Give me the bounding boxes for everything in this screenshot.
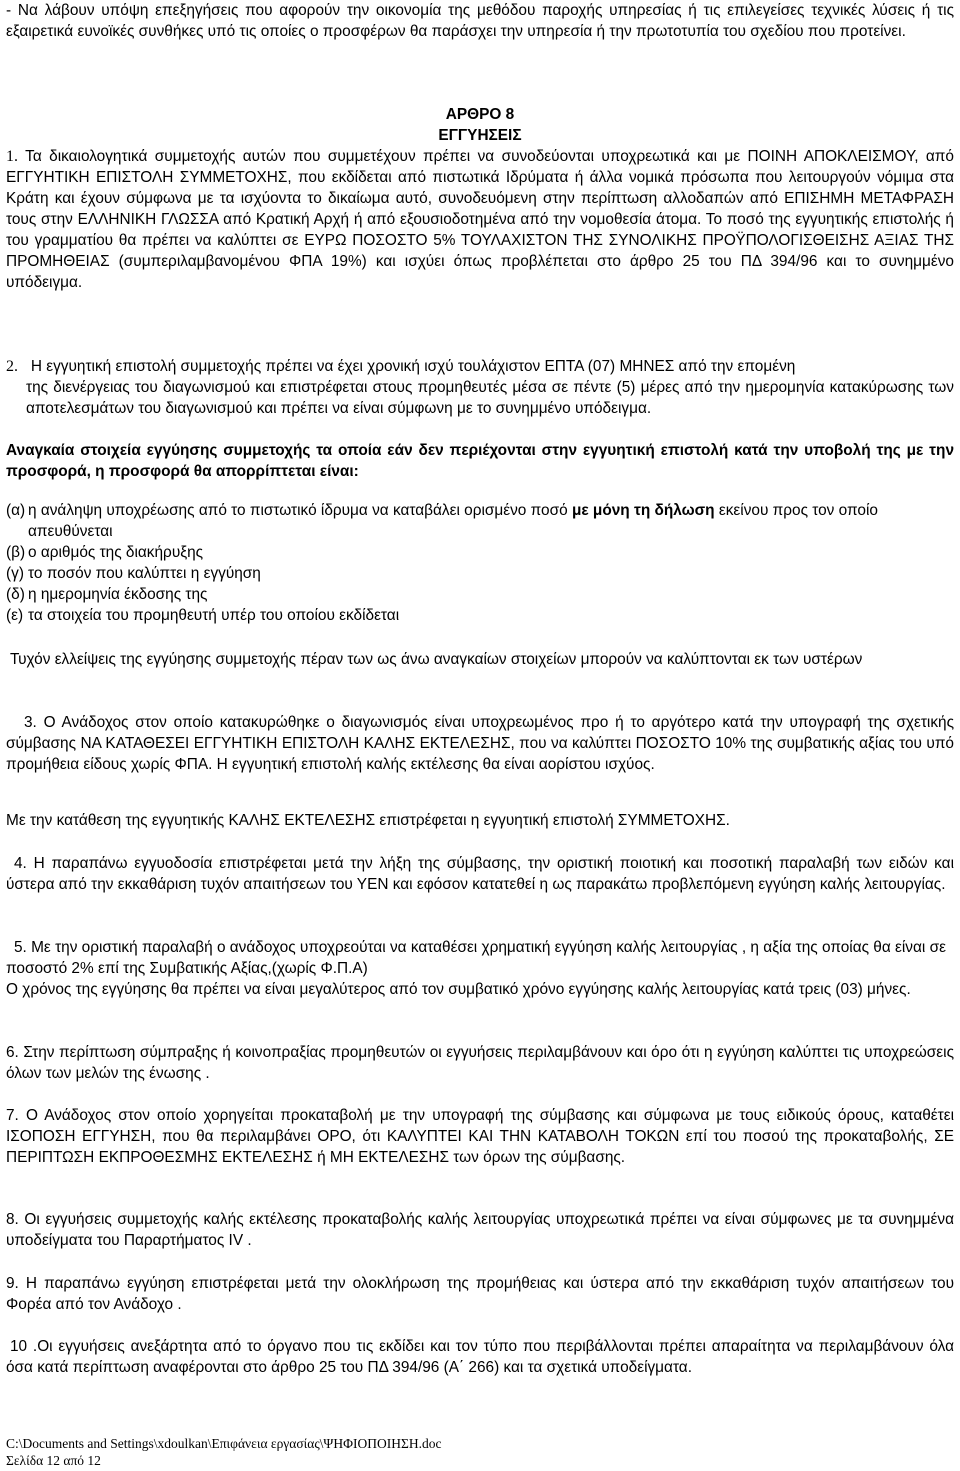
paragraph-1-text: Τα δικαιολογητικά συμμετοχής αυτών που συμμετέχουν πρέπει να συνοδεύονται υποχρεωτικά και με ΠΟΙΝΗ ΑΠΟΚΛΕΙΣΜΟΥ, από ΕΓΓΥΗΤΙΚΗ ΕΠΙΣΤΟΛΗ ΣΥΜΜΕΤΟΧΗΣ, που εκδίδεται από πιστωτικά Ιδρύματα ή άλλα νομικά πρόσωπα που λειτουργούν νόμιμα στα Κράτη και έχουν σύμφωνα με τα ισχύοντα το δικαίωμα αυτό, συνοδευόμενη στην περίπτωση αλλοδαπών από ΕΠΙΣΗΜΗ ΜΕΤΑΦΡΑΣΗ τους στην ΕΛΛΗΝΙΚΗ ΓΛΩΣΣΑ από Κρατική Αρχή ή από εξουσιοδοτημένα από την νομοθεσία άτομα. Το ποσό της εγγυητικής επιστολής ή του γραμματίου θα πρέπει να καλύπτει σε ΕΥΡΩ ΠΟΣΟΣΤΟ 5% ΤΟΥΛΑΧΙΣΤΟΝ ΤΗΣ ΣΥΝΟΛΙΚΗΣ ΠΡΟΫΠΟΛΟΓΙΣΘΕΙΣΗΣ ΑΞΙΑΣ ΤΗΣ ΠΡΟΜΗΘΕΙΑΣ (συμπεριλαμβανομένου ΦΠΑ 19%) και ισχύει όπως προβλέπεται στο άρθρο 25 του ΠΔ 394/96 και το συνημμένο υπόδειγμα. [6, 148, 954, 291]
paragraph-1 [6, 146, 954, 293]
list-item-label: (β) [6, 544, 26, 561]
list-item-label: (δ) [6, 586, 25, 603]
list-item-label: (α) [6, 502, 26, 519]
list-item-text: τα στοιχεία του προμηθευτή υπέρ του οποίου εκδίδεται [28, 607, 400, 624]
required-elements-heading: Αναγκαία στοιχεία εγγύησης συμμετοχής τα οποία εάν δεν περιέχονται στην εγγυητική επιστολή κατά την υποβολή της με την προσφορά, η προσφορά θα απορρίπτεται είναι: [6, 442, 954, 480]
paragraph-6: 6. Στην περίπτωση σύμπραξης ή κοινοπραξίας προμηθευτών οι εγγυήσεις περιλαμβάνουν και όρο ότι η εγγύηση καλύπτει τις υποχρεώσεις όλων των μελών της ένωσης . [6, 1044, 954, 1082]
paragraph-2-number: 2. [6, 358, 18, 375]
paragraph-7: 7. Ο Ανάδοχος στον οποίο χορηγείται προκαταβολή με την υπογραφή της σύμβασης και σύμφωνα με τους ειδικούς όρους, καταθέτει ΙΣΟΠΟΣΗ ΕΓΓΥΗΣΗ, που θα περιλαμβάνει ΟΡΟ, ότι ΚΑΛΥΠΤΕΙ ΚΑΙ ΤΗΝ ΚΑΤΑΒΟΛΗ ΤΟΚΩΝ επί του ποσού της προκαταβολής, ΣΕ ΠΕΡΙΠΤΩΣΗ ΕΚΠΡΟΘΕΣΜΗΣ ΕΚΤΕΛΕΣΗΣ ή ΜΗ ΕΚΤΕΛΕΣΗΣ των όρων της σύμβασης. [6, 1107, 954, 1166]
footer-page-number: Σελίδα 12 από 12 [6, 1453, 101, 1468]
return-note: Με την κατάθεση της εγγυητικής ΚΑΛΗΣ ΕΚΤΕΛΕΣΗΣ επιστρέφεται η εγγυητική επιστολή ΣΥΜΜΕΤΟΧΗΣ. [6, 812, 730, 829]
list-item-text: το ποσόν που καλύπτει η εγγύηση [28, 565, 261, 582]
footer-file-path: C:\Documents and Settings\xdoulkan\Επιφάνεια εργασίας\ΨΗΦΙΟΠΟΙΗΣΗ.doc [6, 1436, 442, 1451]
paragraph-2-line1: Η εγγυητική επιστολή συμμετοχής πρέπει να έχει χρονική ισχύ τουλάχιστον ΕΠΤΑ (07) ΜΗΝΕΣ από την επομένη [30, 358, 796, 375]
paragraph-3: 3. Ο Ανάδοχος στον οποίο κατακυρώθηκε ο διαγωνισμός είναι υποχρεωμένος προ ή το αργότερο κατά την υπογραφή της σχετικής σύμβασης ΝΑ ΚΑΤΑΘΕΣΕΙ ΕΓΓΥΗΤΙΚΗ ΕΠΙΣΤΟΛΗ ΚΑΛΗΣ ΕΚΤΕΛΕΣΗΣ, που να καλύπτει ΠΟΣΟΣΤΟ 10% της συμβατικής αξίας του υπό προμήθεια είδους χωρίς ΦΠΑ. Η εγγυητική επιστολή καλής εκτέλεσης θα είναι αορίστου ισχύος. [6, 714, 954, 773]
paragraph-8: 8. Οι εγγυήσεις συμμετοχής καλής εκτέλεσης προκαταβολής καλής λειτουργίας υποχρεωτικά πρέπει να είναι σύμφωνες με τα συνημμένα υποδείγματα του Παραρτήματος IV . [6, 1211, 954, 1249]
list-item-label: (γ) [6, 565, 24, 582]
list-item-text: η ημερομηνία έκδοσης της [28, 586, 208, 603]
paragraph-2-first-line [6, 356, 954, 377]
article-title: ΕΓΓΥΗΣΕΙΣ [438, 127, 522, 144]
paragraph-9: 9. Η παραπάνω εγγύηση επιστρέφεται μετά την ολοκλήρωση της προμήθειας και ύστερα από την εκκαθάριση τυχόν απαιτήσεων του Φορέα από τον Ανάδοχο . [6, 1275, 954, 1313]
missing-elements-note: Τυχόν ελλείψεις της εγγύησης συμμετοχής πέραν των ως άνω αναγκαίων στοιχείων μπορούν να καλύπτονται εκ των υστέρων [10, 651, 863, 668]
paragraph-10: 10 .Οι εγγυήσεις ανεξάρτητα από το όργανο που τις εκδίδει και τον τύπο που περιβάλλονται πρέπει απαραίτητα να περιλαμβάνουν όλα όσα κατά περίπτωση αναφέρονται στο άρθρο 25 του ΠΔ 394/96 (Α΄ 266) και τα σχετικά υποδείγματα. [6, 1338, 954, 1376]
paragraph-5-warranty: Ο χρόνος της εγγύησης θα πρέπει να είναι μεγαλύτερος από τον συμβατικό χρόνο εγγύησης καλής λειτουργίας κατά τρεις (03) μήνες. [6, 981, 911, 998]
paragraph-4: 4. Η παραπάνω εγγυοδοσία επιστρέφεται μετά την λήξη της σύμβασης, την οριστική ποιοτική και ποσοτική παραλαβή των ειδών και ύστερα από την εκκαθάριση τυχόν απαιτήσεων του ΥΕΝ και εφόσον κατατεθεί η ως παρακάτω προβλεπόμενη εγγύηση καλής λειτουργίας. [6, 855, 954, 893]
paragraph-5: 5. Με την οριστική παραλαβή ο ανάδοχος υποχρεούται να καταθέσει χρηματική εγγύηση καλής λειτουργίας , η αξία της οποίας θα είναι σε ποσοστό 2% επί της Συμβατικής Αξίας,(χωρίς Φ.Π.Α) [6, 939, 946, 977]
list-item-text: ο αριθμός της διακήρυξης [28, 544, 204, 561]
article-number: ΑΡΘΡΟ 8 [445, 106, 515, 123]
paragraph-2 [6, 356, 954, 419]
paragraph-2-rest: της διενέργειας του διαγωνισμού και επιστρέφεται στους προμηθευτές μέσα σε πέντε (5) μέρες από την ημερομηνία κατακύρωσης των αποτελεσμάτων του διαγωνισμού και πρέπει να είναι σύμφωνη με το συνημμένο υπόδειγμα. [26, 379, 954, 417]
list-item-label: (ε) [6, 607, 24, 624]
list-item-text: η ανάληψη υποχρέωσης από το πιστωτικό ίδρυμα να καταβάλει ορισμένο ποσό με μόνη τη δήλωση εκείνου προς τον οποίο απευθύνεται [28, 502, 878, 540]
paragraph-1-number: 1. [6, 148, 18, 165]
intro-paragraph: - Να λάβουν υπόψη επεξηγήσεις που αφορούν την οικονομία της μεθόδου παροχής υπηρεσίας ή τις επιλεγείσες τεχνικές λύσεις ή τις εξαιρετικά ευνοϊκές συνθήκες υπό τις οποίες ο προσφέρων θα παράσχει την υπηρεσία ή την πρωτοτυπία του σχεδίου που προτείνει. [6, 2, 954, 40]
